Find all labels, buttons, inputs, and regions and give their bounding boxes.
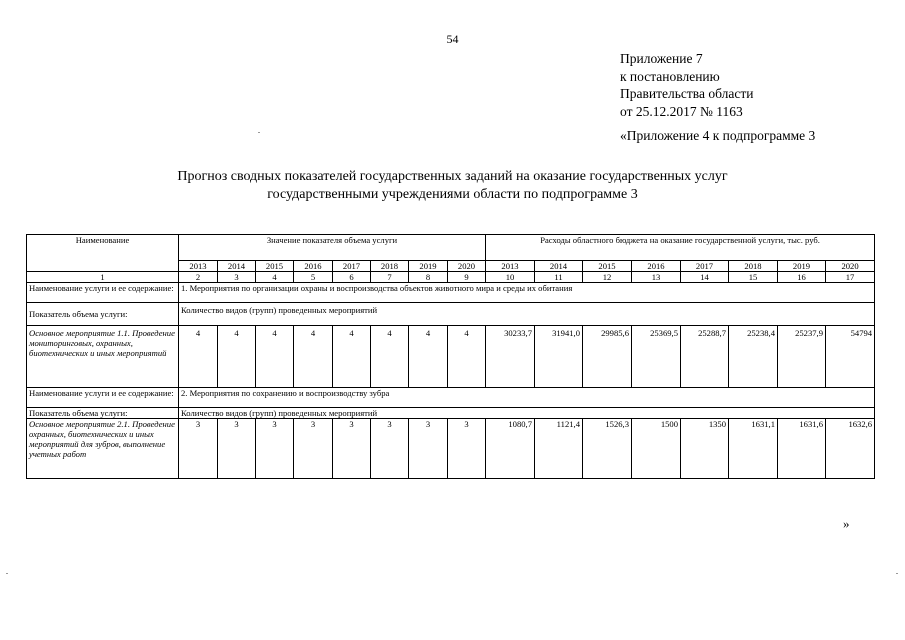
indicator-row (27, 303, 875, 326)
year-cell: 2019 (409, 261, 448, 272)
value-cell: 3 (409, 419, 448, 479)
appendix-line: Приложение 7 (620, 51, 703, 66)
service-row (27, 388, 875, 408)
column-number: 15 (729, 272, 778, 283)
column-number: 6 (333, 272, 371, 283)
column-number: 4 (256, 272, 294, 283)
year-cell: 2013 (486, 261, 535, 272)
column-number: 16 (778, 272, 826, 283)
column-number: 10 (486, 272, 535, 283)
value-cell: 4 (256, 326, 294, 388)
year-cell: 2019 (778, 261, 826, 272)
value-cell: 4 (294, 326, 333, 388)
value-cell: 3 (218, 419, 256, 479)
year-cell: 2015 (583, 261, 632, 272)
indicator-description: Количество видов (групп) проведенных мероприятий (179, 408, 875, 419)
expense-cell: 1500 (632, 419, 681, 479)
column-number: 17 (826, 272, 875, 283)
appendix-reference: «Приложение 4 к подпрограмме 3 (620, 128, 816, 143)
document-title (0, 168, 905, 204)
year-cell: 2020 (826, 261, 875, 272)
service-description: 2. Мероприятия по сохранению и воспроизводству зубра (179, 388, 875, 408)
value-cell: 3 (448, 419, 486, 479)
expense-cell: 29985,6 (583, 326, 632, 388)
scan-speck (896, 573, 898, 574)
expense-cell: 25238,4 (729, 326, 778, 388)
scan-speck (6, 573, 8, 574)
title-line-1: Прогноз сводных показателей государственных заданий на оказание государственных услуг (177, 169, 728, 184)
column-number: 8 (409, 272, 448, 283)
column-number: 11 (535, 272, 583, 283)
appendix-block (620, 50, 753, 120)
column-number: 9 (448, 272, 486, 283)
value-cell: 3 (179, 419, 218, 479)
value-cell: 4 (179, 326, 218, 388)
year-cell: 2018 (371, 261, 409, 272)
value-cell: 3 (256, 419, 294, 479)
expense-cell: 30233,7 (486, 326, 535, 388)
year-cell: 2017 (681, 261, 729, 272)
service-description: 1. Мероприятия по организации охраны и воспроизводства объектов животного мира и среды их обитания (179, 283, 875, 303)
measure-name: Основное мероприятие 2.1. Проведение охранных, биотехнических и иных мероприятий для зубров, выполнение учетных работ (27, 419, 179, 479)
year-cell: 2020 (448, 261, 486, 272)
column-number: 12 (583, 272, 632, 283)
header-row (27, 235, 875, 261)
appendix-line: Правительства области (620, 86, 754, 101)
column-number: 1 (27, 272, 179, 283)
column-number-row (27, 272, 875, 283)
value-cell: 4 (333, 326, 371, 388)
appendix-line: от 25.12.2017 № 1163 (620, 103, 743, 119)
column-number: 13 (632, 272, 681, 283)
year-cell: 2018 (729, 261, 778, 272)
title-line-2: государственными учреждениями области по подпрограмме 3 (267, 187, 638, 202)
expense-cell: 25369,5 (632, 326, 681, 388)
year-cell: 2017 (333, 261, 371, 272)
expense-cell: 1350 (681, 419, 729, 479)
year-cell: 2014 (218, 261, 256, 272)
value-cell: 3 (294, 419, 333, 479)
value-cell: 4 (409, 326, 448, 388)
column-number: 5 (294, 272, 333, 283)
header-name: Наименование (27, 235, 179, 272)
value-cell: 4 (371, 326, 409, 388)
expense-cell: 1631,1 (729, 419, 778, 479)
expense-cell: 25288,7 (681, 326, 729, 388)
value-cell: 4 (448, 326, 486, 388)
year-cell: 2015 (256, 261, 294, 272)
appendix-line: к постановлению (620, 68, 720, 84)
expense-cell: 1121,4 (535, 419, 583, 479)
scan-speck (258, 132, 260, 133)
column-number: 7 (371, 272, 409, 283)
service-label: Наименование услуги и ее содержание: (27, 388, 179, 408)
expense-cell: 54794 (826, 326, 875, 388)
indicator-label: Показатель объема услуги: (27, 303, 179, 326)
header-expense-group: Расходы областного бюджета на оказание государственной услуги, тыс. руб. (486, 235, 875, 261)
value-cell: 3 (333, 419, 371, 479)
measure-row (27, 419, 875, 479)
expense-cell: 31941,0 (535, 326, 583, 388)
value-cell: 3 (371, 419, 409, 479)
indicator-description: Количество видов (групп) проведенных мероприятий (179, 303, 875, 326)
expense-cell: 1526,3 (583, 419, 632, 479)
expense-cell: 1631,6 (778, 419, 826, 479)
indicator-label: Показатель объема услуги: (27, 408, 179, 419)
year-cell: 2016 (632, 261, 681, 272)
page-number: 54 (446, 32, 459, 46)
column-number: 3 (218, 272, 256, 283)
service-label: Наименование услуги и ее содержание: (27, 283, 179, 303)
forecast-table (26, 234, 872, 479)
expense-cell: 1080,7 (486, 419, 535, 479)
indicator-row (27, 408, 875, 419)
value-cell: 4 (218, 326, 256, 388)
header-indicator-group: Значение показателя объема услуги (179, 235, 486, 261)
expense-cell: 25237,9 (778, 326, 826, 388)
column-number: 2 (179, 272, 218, 283)
expense-cell: 1632,6 (826, 419, 875, 479)
column-number: 14 (681, 272, 729, 283)
measure-name: Основное мероприятие 1.1. Проведение мониторинговых, охранных, биотехнических и иных мероприятий (27, 326, 179, 388)
year-cell: 2013 (179, 261, 218, 272)
measure-row (27, 326, 875, 388)
service-row (27, 283, 875, 303)
year-cell: 2014 (535, 261, 583, 272)
closing-quote: » (843, 516, 850, 531)
year-cell: 2016 (294, 261, 333, 272)
